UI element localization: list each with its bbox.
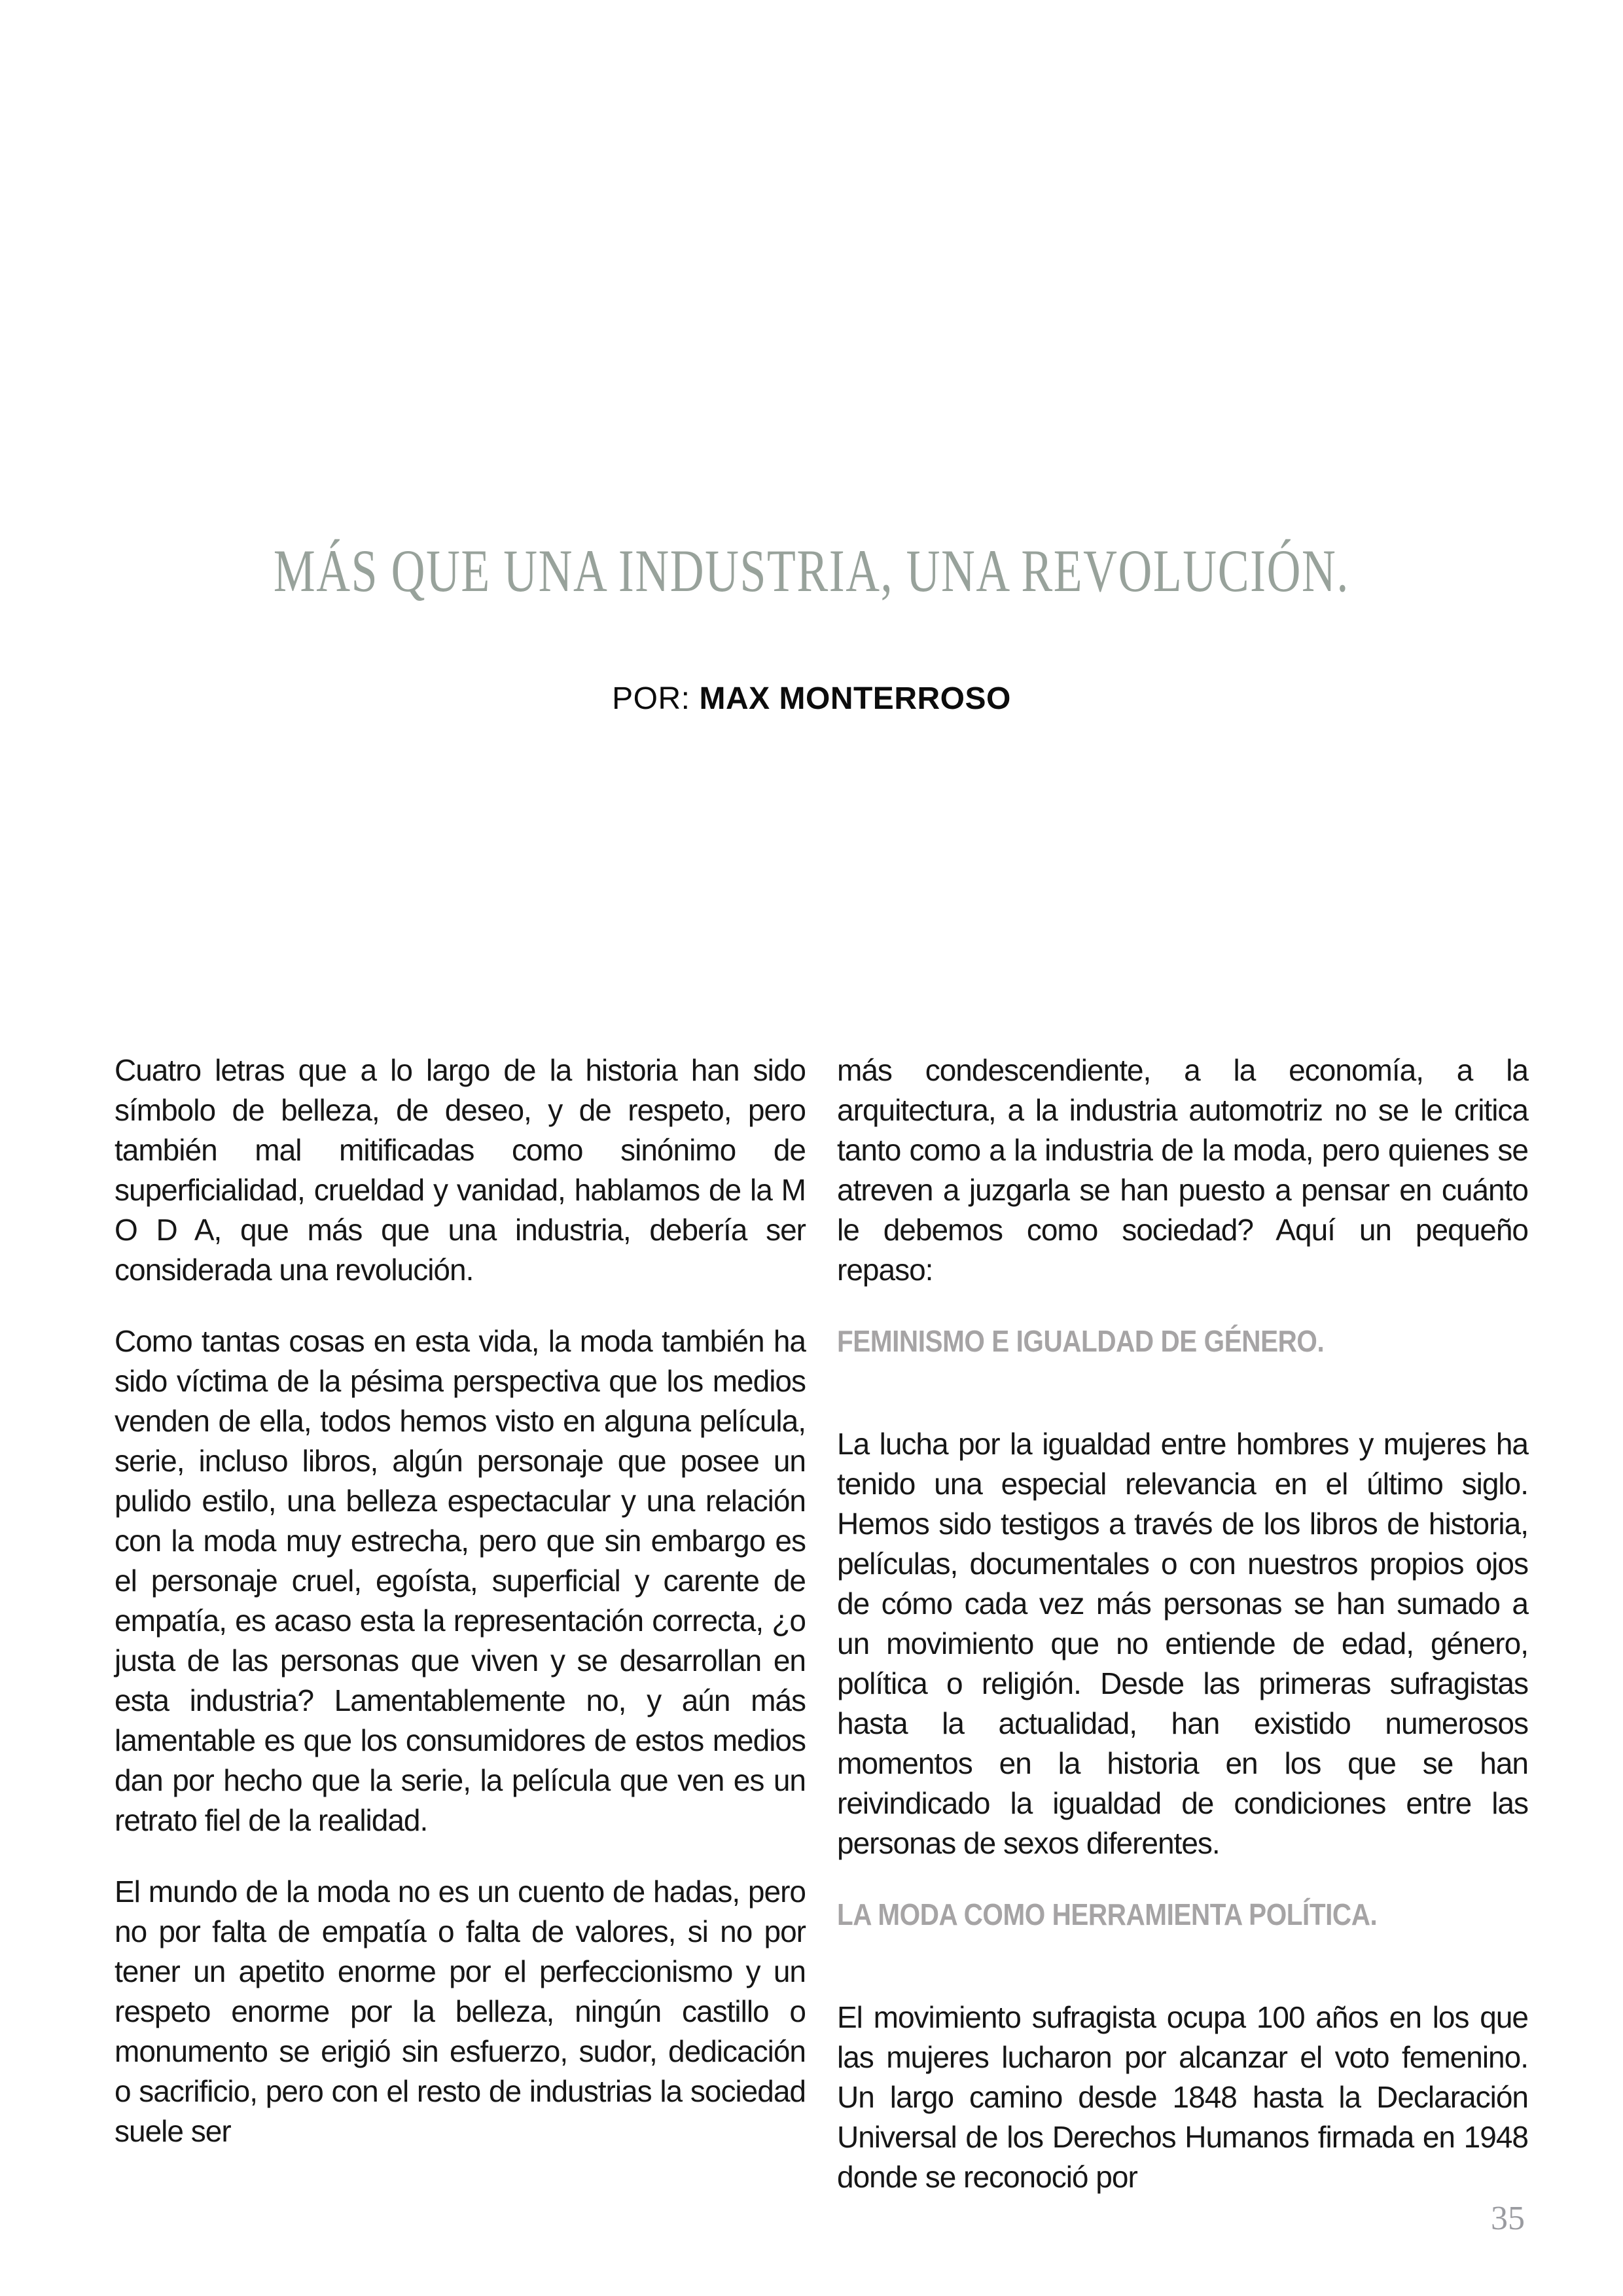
byline-prefix: POR: (612, 681, 690, 716)
left-column (115, 1050, 806, 2197)
right-column (837, 1050, 1528, 2197)
section-heading-text: LA MODA COMO HERRAMIENTA POLÍTICA. (837, 1897, 1378, 1931)
article-body (115, 1050, 1528, 2197)
paragraph: Cuatro letras que a lo largo de la historia han sido símbolo de belleza, de deseo, y de respeto, pero también mal mitificadas como sinónimo de superficialidad, crueldad y vanidad, hablamos de la M O D A, que más que una industria, debería ser considerada una revolución. (115, 1053, 806, 1287)
section-heading-text: FEMINISMO E IGUALDAD DE GÉNERO. (837, 1324, 1325, 1358)
paragraph: El mundo de la moda no es un cuento de hadas, pero no por falta de empatía o falta de valores, si no por tener un apetito enorme por el perfeccionismo y un respeto enorme por la belleza, ningún castillo o monumento se erigió sin esfuerzo, sudor, dedicación o sacrificio, pero con el resto de industrias la sociedad suele ser (115, 1874, 806, 2148)
paragraph: más condescendiente, a la economía, a la arquitectura, a la industria automotriz no se le critica tanto como a la industria de la moda, pero quienes se atreven a juzgarla se han puesto a pensar en cuánto le debemos como sociedad? Aquí un pequeño repaso: (837, 1053, 1528, 1287)
article-title-text: MÁS QUE UNA INDUSTRIA, UNA REVOLUCIÓN. (274, 537, 1349, 604)
byline (0, 681, 1623, 717)
paragraph: Como tantas cosas en esta vida, la moda también ha sido víctima de la pésima perspectiva que los medios venden de ella, todos hemos visto en alguna película, serie, incluso libros, algún personaje que posee un pulido estilo, una belleza espectacular y una relación con la moda muy estrecha, pero que sin embargo es el personaje cruel, egoísta, superficial y carente de empatía, es acaso esta la representación correcta, ¿o justa de las personas que viven y se desarrollan en esta industria? Lamentablemente no, y aún más lamentable es que los consumidores de estos medios dan por hecho que la serie, la película que ven es un retrato fiel de la realidad. (115, 1324, 806, 1837)
section-heading (837, 1895, 1528, 1935)
page-number: 35 (1491, 2200, 1525, 2237)
section-heading (837, 1321, 1528, 1361)
byline-author: MAX MONTERROSO (699, 681, 1011, 716)
paragraph: El movimiento sufragista ocupa 100 años en los que las mujeres lucharon por alcanzar el voto femenino. Un largo camino desde 1848 hasta la Declaración Universal de los Derechos Humanos firmada en 1948 donde se reconoció por (837, 2000, 1528, 2194)
paragraph: La lucha por la igualdad entre hombres y mujeres ha tenido una especial relevancia en el último siglo. Hemos sido testigos a través de los libros de historia, películas, documentales o con nuestros propios ojos de cómo cada vez más personas se han sumado a un movimiento que no entiende de edad, género, política o religión. Desde las primeras sufragistas hasta la actualidad, han existido numerosos momentos en la historia en los que se han reivindicado la igualdad de condiciones entre las personas de sexos diferentes. (837, 1427, 1528, 1860)
article-title (0, 538, 1623, 603)
